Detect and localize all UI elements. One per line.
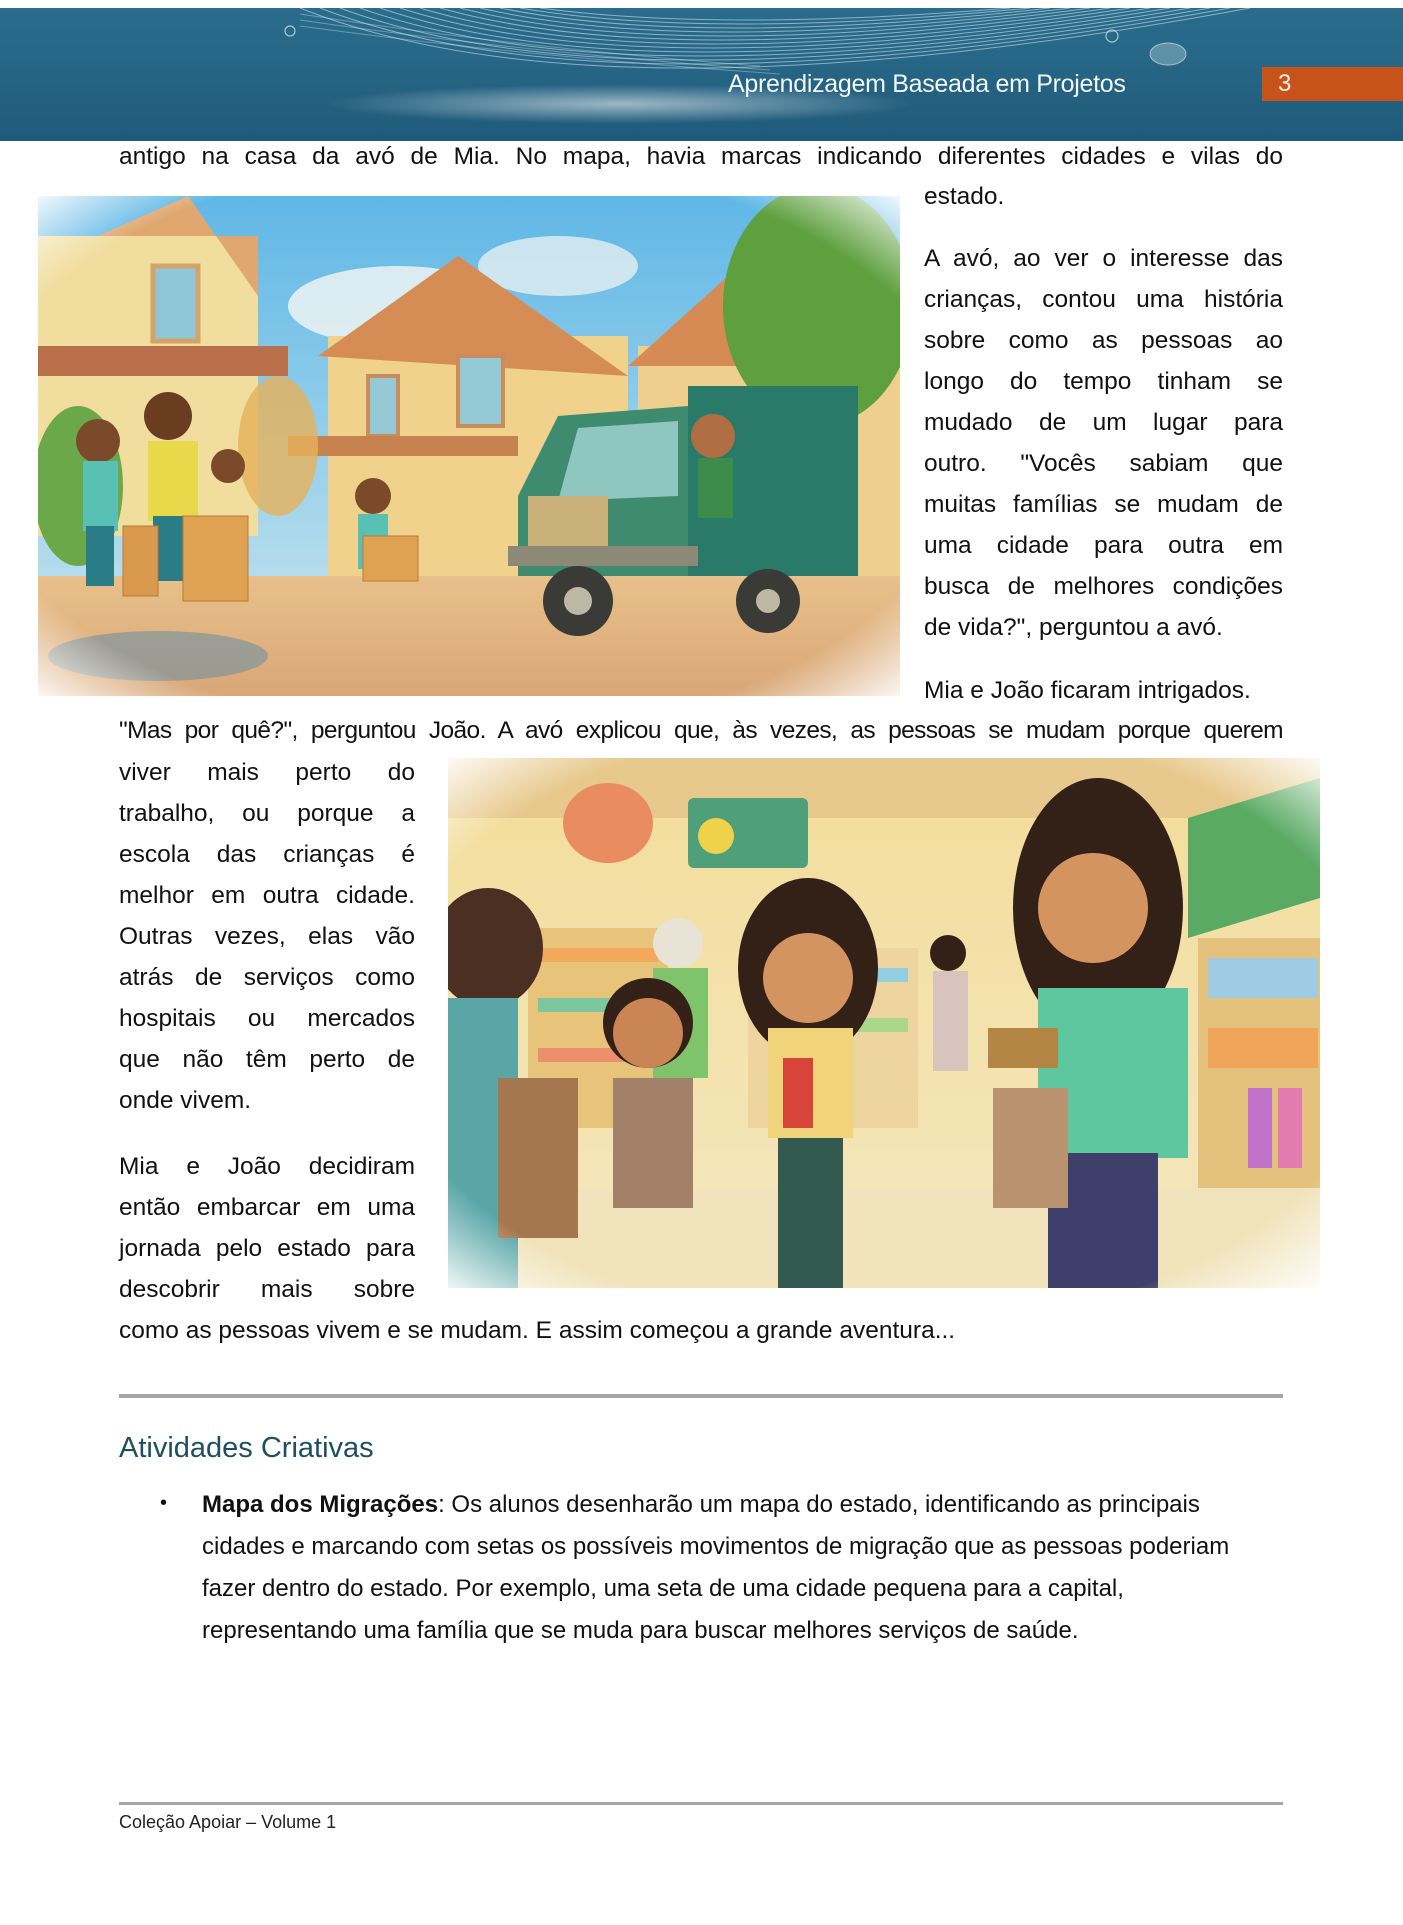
market-illustration (448, 758, 1320, 1288)
moving-day-illustration (38, 196, 900, 696)
text-line: "Mas por quê?", perguntou João. A avó explicou que, às vezes, as pessoas se mudam porque querem (119, 717, 1283, 744)
text-line: então embarcar em uma (119, 1194, 415, 1221)
header-banner (0, 8, 1403, 141)
story-paragraph-1 (119, 136, 1283, 177)
text-line: de vida?", perguntou a avó. (924, 614, 1223, 641)
text-line: mudado de um lugar para (924, 409, 1283, 436)
page-number-tab (1262, 67, 1403, 101)
moving-truck-scene-image (38, 196, 900, 696)
text-line: onde vivem. (119, 1087, 252, 1114)
story-paragraph-2 (924, 238, 1283, 648)
page-number: 3 (1278, 70, 1292, 97)
text-line: trabalho, ou porque a (119, 800, 415, 827)
text-line: antigo na casa da avó de Mia. No mapa, havia marcas indicando diferentes cidades e vilas do (119, 143, 1283, 170)
text-line: A avó, ao ver o interesse das (924, 245, 1283, 272)
text-line: atrás de serviços como (119, 964, 415, 991)
section-divider (119, 1394, 1283, 1398)
story-paragraph-1-end (924, 176, 1004, 217)
text-line: busca de melhores condições (924, 573, 1283, 600)
story-paragraph-3-start (924, 670, 1251, 711)
text-line: descobrir mais sobre (119, 1276, 415, 1303)
story-paragraph-4-end (119, 1310, 955, 1351)
text-line: viver mais perto do (119, 759, 415, 786)
footer-divider (119, 1802, 1283, 1805)
text-line: outro. "Vocês sabiam que (924, 450, 1283, 477)
text-line: escola das crianças é (119, 841, 415, 868)
activity-item-title: Mapa dos Migrações (202, 1491, 439, 1518)
text-line: hospitais ou mercados (119, 1005, 415, 1032)
story-paragraph-3 (119, 710, 1283, 751)
text-line: uma cidade para outra em (924, 532, 1283, 559)
bullet-icon: • (160, 1492, 168, 1514)
text-line: que não têm perto de (119, 1046, 415, 1073)
running-title: Aprendizagem Baseada em Projetos (728, 70, 1126, 98)
market-scene-image (448, 758, 1320, 1288)
text-line: jornada pelo estado para (119, 1235, 415, 1262)
text-line: muitas famílias se mudam de (924, 491, 1283, 518)
story-paragraph-3-left-column (119, 752, 415, 1121)
text-line: Mia e João ficaram intrigados. (924, 677, 1251, 704)
activity-item-mapa (202, 1484, 1282, 1652)
story-paragraph-4-left-column (119, 1146, 415, 1310)
section-title-atividades: Atividades Criativas (119, 1432, 374, 1464)
text-line: sobre como as pessoas ao (924, 327, 1283, 354)
text-line: crianças, contou uma história (924, 286, 1283, 313)
footer-text: Coleção Apoiar – Volume 1 (119, 1812, 337, 1832)
text-line: melhor em outra cidade. (119, 882, 415, 909)
text-line: longo do tempo tinham se (924, 368, 1283, 395)
text-line: estado. (924, 183, 1005, 210)
wave-pattern-decoration (0, 8, 1403, 141)
activity-item-description: : Os alunos desenharão um mapa do estado, identificando as principais cidades e marcando com setas os possíveis movimentos de migração que as pessoas poderiam fazer dentro do estado. Por exemplo, uma seta de uma cidade pequena para a capital, representando uma família que se muda para buscar melhores serviços de saúde. (202, 1491, 1230, 1644)
text-line: como as pessoas vivem e se mudam. E assim começou a grande aventura... (119, 1317, 956, 1344)
text-line: Mia e João decidiram (119, 1153, 415, 1180)
text-line: Outras vezes, elas vão (119, 923, 415, 950)
